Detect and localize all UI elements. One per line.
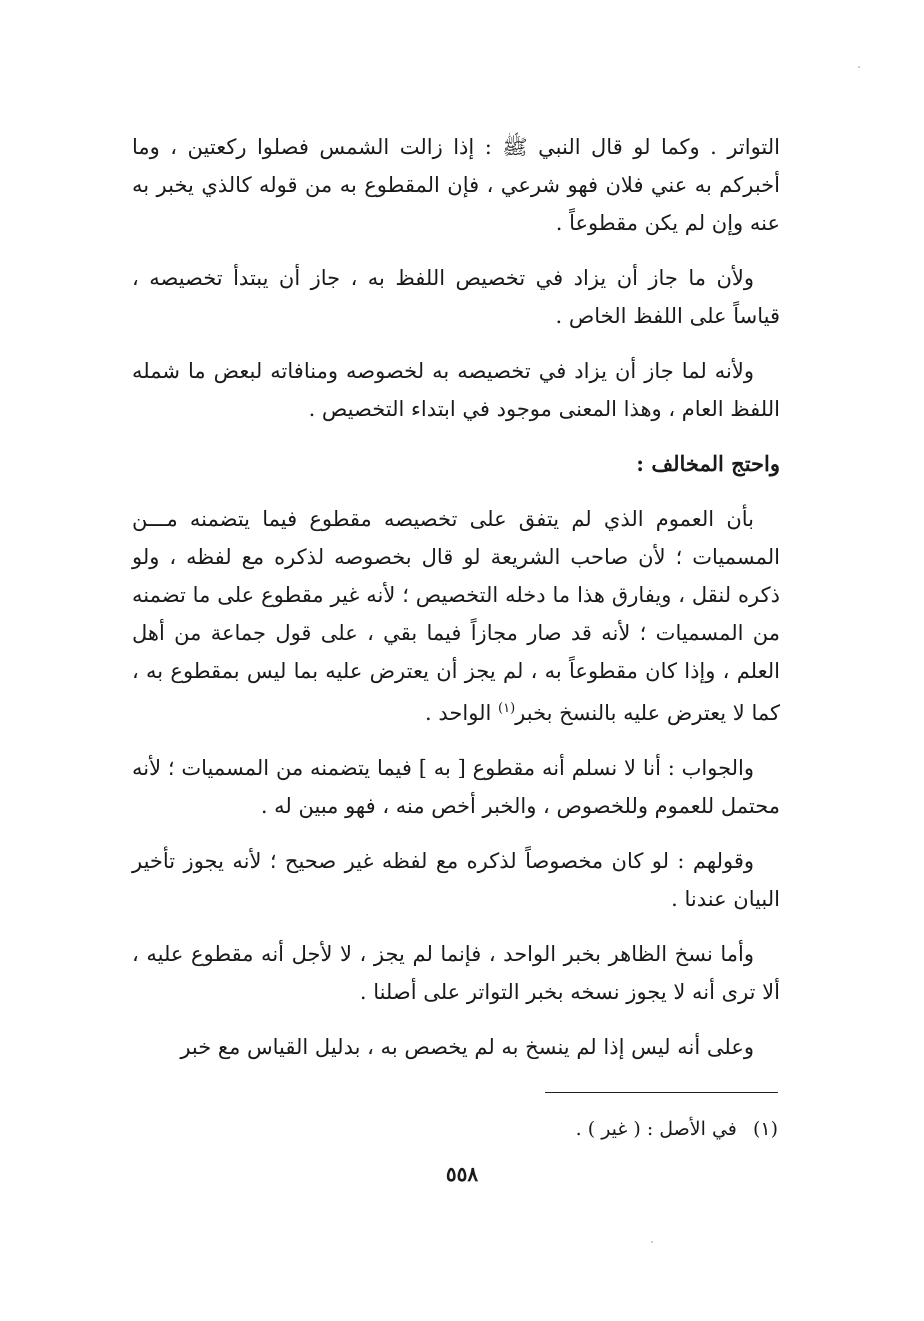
footnote-divider bbox=[545, 1092, 778, 1093]
paragraph-their-saying: وقولهم : لو كان مخصوصاً لذكره مع لفظه غير صحيح ؛ لأنه يجوز تأخير البيان عندنا . bbox=[132, 849, 780, 911]
opponent-argument-tail: الواحد . bbox=[425, 701, 492, 725]
paragraph-opponent-argument bbox=[132, 500, 780, 732]
opponent-argument-text: بأن العموم الذي لم يتفق على تخصيصه مقطوع فيما يتضمنه مـــن المسميات ؛ لأن صاحب الشريعة لو قال بخصوصه لذكره مع لفظه ، ولو ذكره لنقل ، ويفارق هذا ما دخله التخصيص ؛ لأنه غير مقطوع على ما تضمنه من المسميات ؛ لأنه قد صار مجازاً فيما بقي ، على قول جماعة من أهل العلم ، وإذا كان مقطوعاً به ، لم يجز أن يعترض عليه بما ليس بمقطوع به ، كما لا يعترض عليه بالنسخ بخبر bbox=[132, 507, 780, 725]
paragraph-tawatur: التواتر . وكما لو قال النبي ﷺ : إذا زالت الشمس فصلوا ركعتين ، وما أخبركم به عني فلان فهو شرعي ، فإن المقطوع به من قوله كالذي يخبر به عنه وإن لم يكن مقطوعاً . bbox=[132, 135, 780, 235]
footnote-text: في الأصل : ( غير ) . bbox=[575, 1118, 737, 1140]
section-heading: واحتج المخالف : bbox=[636, 451, 780, 476]
paragraph-ibtida-takhsis: ولأنه لما جاز أن يزاد في تخصيصه به لخصوصه ومنافاته لبعض ما شمله اللفظ العام ، وهذا المعنى موجود في ابتداء التخصيص . bbox=[132, 359, 780, 421]
scan-speck bbox=[858, 66, 860, 68]
footnote-reference: (١) bbox=[498, 701, 516, 716]
paragraph-answer: والجواب : أنا لا نسلم أنه مقطوع [ به ] فيما يتضمنه من المسميات ؛ لأنه محتمل للعموم وللخصوص ، والخبر أخص منه ، فهو مبين له . bbox=[132, 756, 780, 818]
footnote bbox=[300, 1114, 778, 1144]
paragraph-qiyas-khabar: وعلى أنه ليس إذا لم ينسخ به لم يخصص به ، بدليل القياس مع خبر bbox=[180, 1035, 754, 1059]
footnote-marker: (١) bbox=[752, 1118, 778, 1140]
scan-speck bbox=[651, 1241, 653, 1243]
paragraph-qiyas: ولأن ما جاز أن يزاد في تخصيص اللفظ به ، جاز أن يبتدأ تخصيصه ، قياساً على اللفظ الخاص . bbox=[132, 266, 780, 328]
main-text bbox=[132, 128, 780, 1083]
paragraph-naskh: وأما نسخ الظاهر بخبر الواحد ، فإنما لم يجز ، لا لأجل أنه مقطوع عليه ، ألا ترى أنه لا يجوز نسخه بخبر التواتر على أصلنا . bbox=[132, 942, 780, 1004]
page-number: ٥٥٨ bbox=[445, 1162, 479, 1186]
